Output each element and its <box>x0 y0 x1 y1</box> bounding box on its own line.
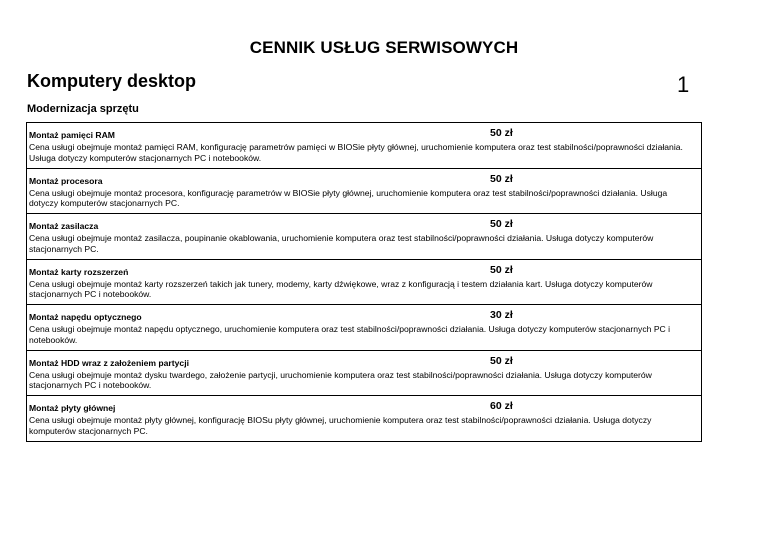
service-description: Cena usługi obejmuje montaż dysku twardego, założenie partycji, uruchomienie komputera oraz test stabilności/poprawności działania. Usługa dotyczy komputerów stacjonarnych PC i notebooków. <box>29 369 652 390</box>
service-row-optical-drive <box>27 305 701 351</box>
service-description: Cena usługi obejmuje montaż karty rozszerzeń takich jak tunery, modemy, karty dźwiękowe, wraz z konfiguracją i testem działania kart. Usługa dotyczy komputerów stacjonarnych PC i notebooków. <box>29 278 653 299</box>
service-row-expansion-card <box>27 260 701 306</box>
service-price: 60 zł <box>490 400 513 412</box>
service-price: 30 zł <box>490 309 513 321</box>
service-price: 50 zł <box>490 354 513 367</box>
service-price: 50 zł <box>490 263 513 276</box>
service-name: Montaż karty rozszerzeń <box>29 266 129 277</box>
service-row-hdd <box>27 351 701 397</box>
service-description: Cena usługi obejmuje montaż procesora, konfigurację parametrów w BIOSie płyty głównej, uruchomienie komputera oraz test stabilności/poprawności działania. Usługa dotyczy komputerów stacjonarnych PC. <box>29 187 668 208</box>
service-price: 50 zł <box>490 172 513 185</box>
service-description: Cena usługi obejmuje montaż zasilacza, poupinanie okablowania, uruchomienie komputera oraz test stabilności/poprawności działania. Usługa dotyczy komputerów stacjonarnych PC. <box>29 233 654 254</box>
service-description: Cena usługi obejmuje montaż pamięci RAM, konfigurację parametrów pamięci w BIOSie płyty głównej, uruchomienie komputera oraz test stabilności/poprawności działania. Usługa dotyczy komputerów stacjonarnych PC i notebooków. <box>29 142 683 163</box>
document-title: CENNIK USŁUG SERWISOWYCH <box>249 38 519 57</box>
service-price: 50 zł <box>490 218 513 230</box>
service-name: Montaż zasilacza <box>29 221 99 231</box>
subsection-title: Modernizacja sprzętu <box>27 103 139 115</box>
service-price: 50 zł <box>490 127 513 139</box>
service-row-cpu <box>27 169 701 215</box>
service-description: Cena usługi obejmuje montaż napędu optycznego, uruchomienie komputera oraz test stabilności/poprawności działania. Usługa dotyczy komputerów stacjonarnych PC i notebooków. <box>29 324 671 345</box>
service-name: Montaż płyty głównej <box>29 403 116 413</box>
service-description: Cena usługi obejmuje montaż płyty głównej, konfigurację BIOSu płyty głównej, uruchomienie komputera oraz test stabilności/poprawności działania. Usługa dotyczy komputerów stacjonarnych PC. <box>29 415 652 436</box>
service-row-ram <box>27 123 701 169</box>
page-number: 1 <box>677 72 690 97</box>
service-row-psu <box>27 214 701 260</box>
section-title: Komputery desktop <box>27 71 197 91</box>
service-row-motherboard <box>27 396 701 442</box>
service-name: Montaż napędu optycznego <box>29 312 142 322</box>
service-name: Montaż pamięci RAM <box>29 130 115 140</box>
price-table <box>26 122 702 442</box>
service-name: Montaż HDD wraz z założeniem partycji <box>29 357 189 368</box>
service-name: Montaż procesora <box>29 175 103 186</box>
